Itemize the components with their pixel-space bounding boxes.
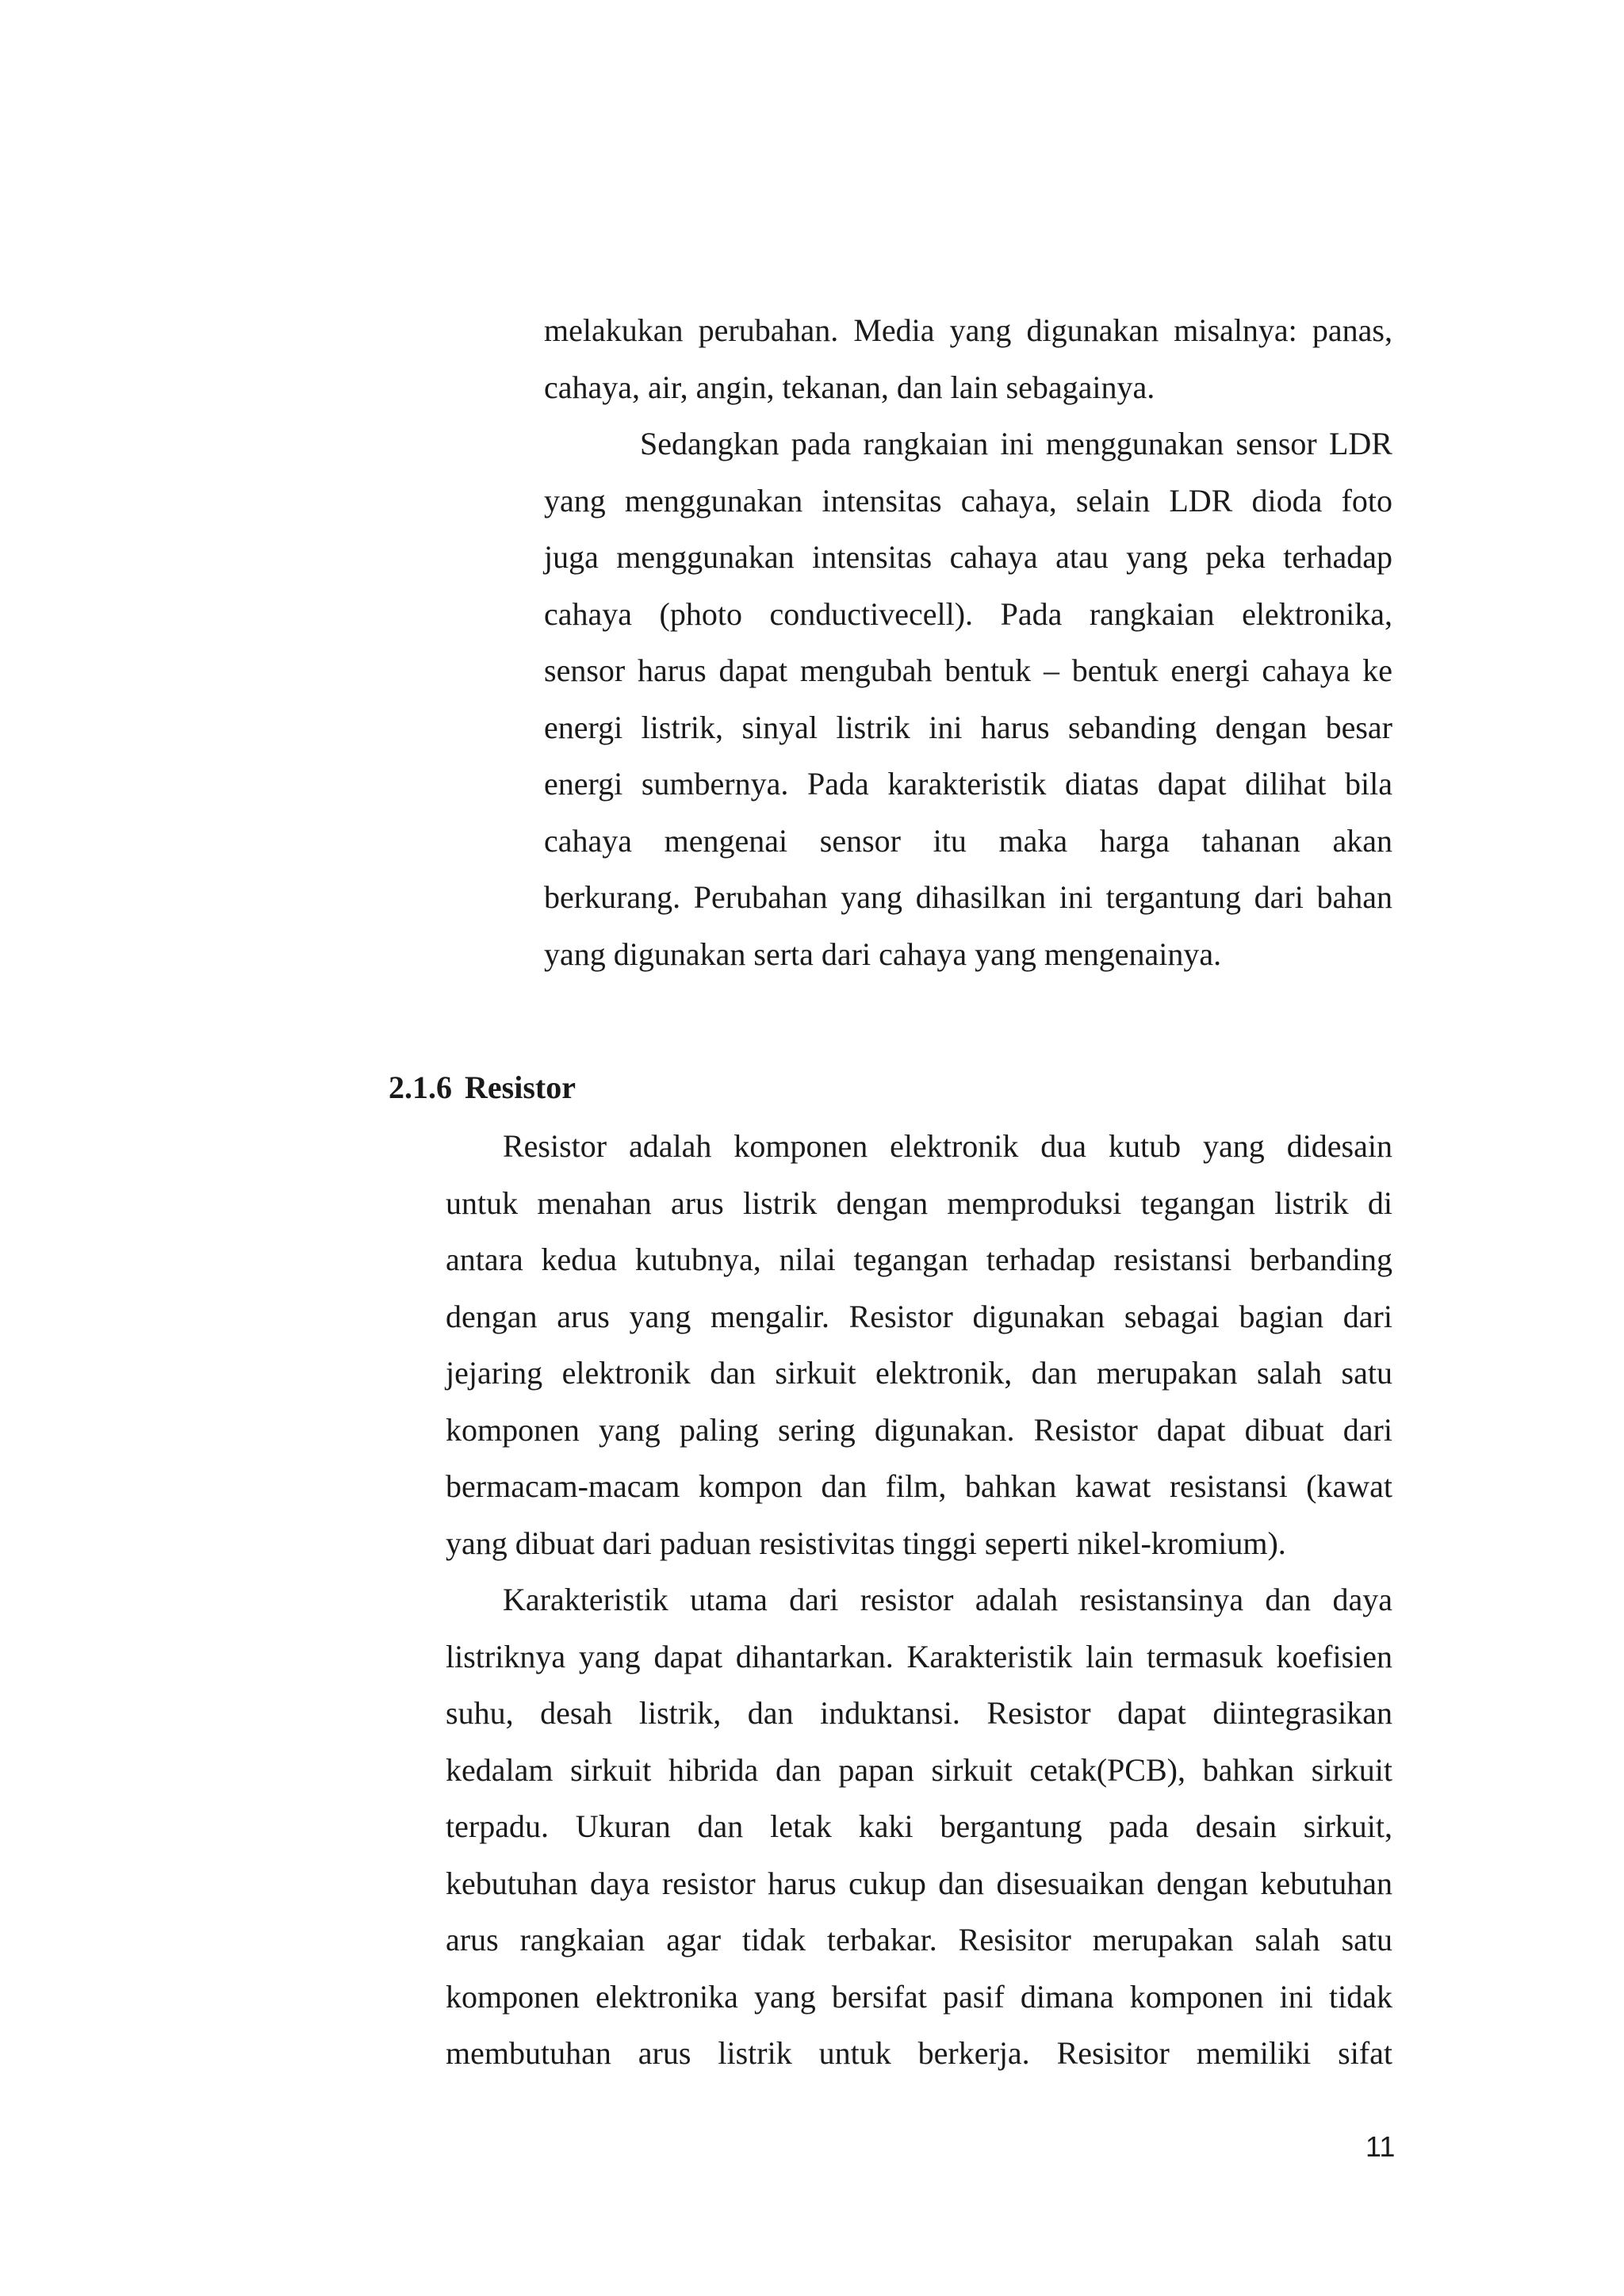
text-line: kebutuhan daya resistor harus cukup dan disesuaikan dengan kebutuhan <box>446 1865 1392 1901</box>
text-line: antara kedua kutubnya, nilai tegangan terhadap resistansi berbanding <box>446 1242 1392 1277</box>
page-number: 11 <box>1365 2130 1396 2163</box>
text-line: komponen yang paling sering digunakan. Resistor dapat dibuat dari <box>446 1411 1392 1448</box>
text-line: komponen elektronika yang bersifat pasif dimana komponen ini tidak <box>446 1978 1392 2015</box>
text-line: yang digunakan serta dari cahaya yang mengenainya. <box>544 936 1222 972</box>
text-line: cahaya (photo conductivecell). Pada rangkaian elektronika, <box>544 595 1392 632</box>
text-line: jejaring elektronik dan sirkuit elektronik, dan merupakan salah satu <box>446 1355 1392 1391</box>
text-line: Karakteristik utama dari resistor adalah resistansinya dan daya <box>503 1582 1392 1617</box>
text-line: sensor harus dapat mengubah bentuk – bentuk energi cahaya ke <box>544 652 1392 688</box>
text-line: yang menggunakan intensitas cahaya, selain LDR dioda foto <box>544 482 1392 519</box>
text-line: berkurang. Perubahan yang dihasilkan ini tergantung dari bahan <box>544 879 1392 915</box>
text-line: juga menggunakan intensitas cahaya atau yang peka terhadap <box>544 539 1392 575</box>
text-line: dengan arus yang mengalir. Resistor digunakan sebagai bagian dari <box>446 1298 1392 1334</box>
text-line: membutuhan arus listrik untuk berkerja. Resisitor memiliki sifat <box>446 2035 1392 2071</box>
text-line: kedalam sirkuit hibrida dan papan sirkuit cetak(PCB), bahkan sirkuit <box>446 1751 1392 1788</box>
text-line: Sedangkan pada rangkaian ini menggunakan sensor LDR <box>640 426 1392 461</box>
text-line: cahaya mengenai sensor itu maka harga tahanan akan <box>544 822 1392 859</box>
text-line: energi sumbernya. Pada karakteristik diatas dapat dilihat bila <box>544 766 1392 802</box>
section-title: Resistor <box>465 1070 576 1105</box>
text-line: cahaya, air, angin, tekanan, dan lain sebagainya. <box>544 369 1155 405</box>
text-line: suhu, desah listrik, dan induktansi. Resistor dapat diintegrasikan <box>446 1695 1392 1731</box>
paragraph-block-resistor <box>446 1118 1392 2082</box>
text-line: terpadu. Ukuran dan letak kaki bergantung pada desain sirkuit, <box>446 1808 1392 1844</box>
text-line: energi listrik, sinyal listrik ini harus sebanding dengan besar <box>544 709 1392 745</box>
section-number: 2.1.6 <box>389 1070 452 1105</box>
text-line: untuk menahan arus listrik dengan memproduksi tegangan listrik di <box>446 1184 1392 1221</box>
text-line: listriknya yang dapat dihantarkan. Karakteristik lain termasuk koefisien <box>446 1638 1392 1674</box>
text-line: Resistor adalah komponen elektronik dua kutub yang didesain <box>503 1128 1392 1164</box>
paragraph-block-sensor <box>544 302 1392 982</box>
text-line: arus rangkaian agar tidak terbakar. Resisitor merupakan salah satu <box>446 1922 1392 1957</box>
section-heading <box>389 1067 576 1108</box>
text-line: yang dibuat dari paduan resistivitas tinggi seperti nikel-kromium). <box>446 1525 1286 1561</box>
text-line: bermacam-macam kompon dan film, bahkan kawat resistansi (kawat <box>446 1468 1392 1504</box>
text-line: melakukan perubahan. Media yang digunakan misalnya: panas, <box>544 312 1392 348</box>
